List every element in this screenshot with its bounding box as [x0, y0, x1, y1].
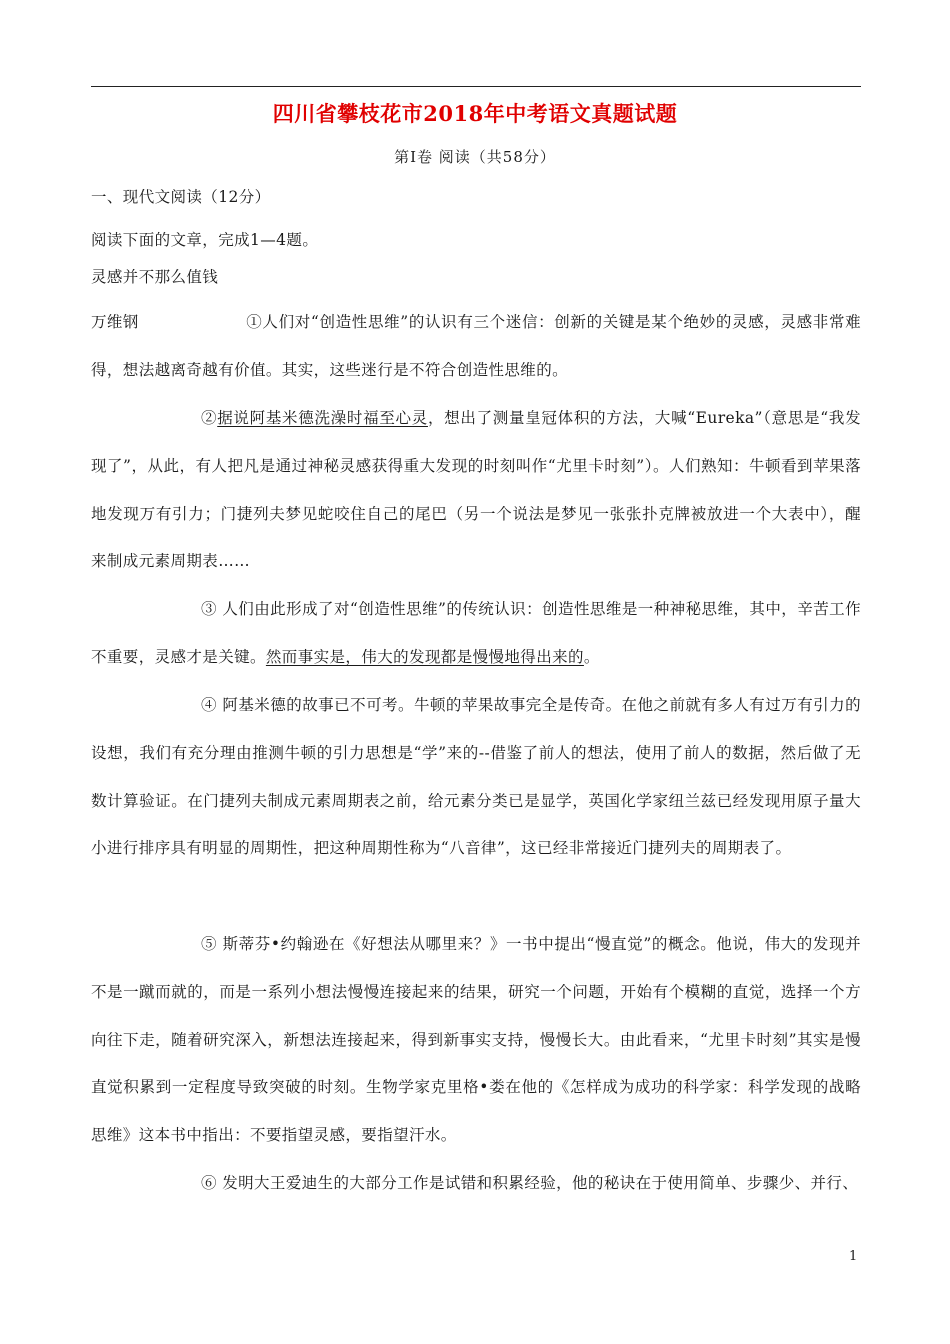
section-heading: 一、现代文阅读（12分）	[91, 188, 271, 206]
paragraph-3	[91, 586, 861, 682]
underlined-sentence-1: 据说阿基米德洗澡时福至心灵	[217, 409, 428, 427]
paragraph-1	[91, 299, 861, 395]
paragraph-4: ④ 阿基米德的故事已不可考。牛顿的苹果故事完全是传奇。在他之前就有多人有过万有引力的设想，我们有充分理由推测牛顿的引力思想是“学”来的--借鉴了前人的想法，使用了前人的数据，然后做了无数计算验证。在门捷列夫制成元素周期表之前，给元素分类已是显学，英国化学家纽兰兹已经发现用原子量大小进行排序具有明显的周期性，把这种周期性称为“八音律”，这已经非常接近门捷列夫的周期表了。	[91, 696, 861, 858]
underlined-sentence-2: 然而事实是，伟大的发现都是慢慢地得出来的	[265, 647, 584, 666]
paragraph-2	[91, 395, 861, 586]
exam-subtitle: 第Ⅰ卷 阅读（共58分）	[394, 148, 556, 166]
paragraph-3-text: ③ 人们由此形成了对“创造性思维”的传统认识：创造性思维是一种神秘思维，其中，辛苦工作不重要，灵感才是关键。	[91, 600, 861, 666]
page-number: 1	[849, 1249, 858, 1264]
header-rule	[91, 86, 861, 87]
paragraph-1-text: ①人们对“创造性思维”的认识有三个迷信：创新的关键是某个绝妙的灵感，灵感非常难得，想法越离奇越有价值。其实，这些迷行是不符合创造性思维的。	[91, 313, 861, 379]
paragraph-5: ⑤ 斯蒂芬•约翰逊在《好想法从哪里来？》一书中提出“慢直觉”的概念。他说，伟大的发现并不是一蹴而就的，而是一系列小想法慢慢连接起来的结果，研究一个问题，开始有个模糊的直觉，选择一个方向往下走，随着研究深入，新想法连接起来，得到新事实支持，慢慢长大。由此看来，“尤里卡时刻”其实是慢直觉积累到一定程度导致突破的时刻。生物学家克里格•娄在他的《怎样成为成功的科学家：科学发现的战略思维》这本书中指出：不要指望灵感，要指望汗水。	[91, 935, 861, 1145]
paragraph-2-number: ②	[201, 409, 218, 427]
article-title: 灵感并不那么值钱	[91, 268, 219, 286]
paragraph-3-end: 。	[583, 647, 600, 666]
paragraph-2-text: ，想出了测量皇冠体积的方法，大喊“Eureka”（意思是“我发现了”，从此，有人把凡是通过神秘灵感获得重大发现的时刻叫作“尤里卡时刻”）。人们熟知：牛顿看到苹果落地发现万有引力；门捷列夫梦见蛇咬住自己的尾巴（另一个说法是梦见一张张扑克牌被放进一个大表中），醒来制成元素周期表……	[91, 409, 862, 571]
paragraph-6: ⑥ 发明大王爱迪生的大部分工作是试错和积累经验，他的秘诀在于使用简单、步骤少、并行、	[201, 1174, 859, 1192]
exam-title: 四川省攀枝花市2018年中考语文真题试题	[272, 101, 678, 126]
article-author: 万维钢	[91, 313, 139, 331]
instruction-text: 阅读下面的文章，完成1—4题。	[91, 231, 319, 249]
